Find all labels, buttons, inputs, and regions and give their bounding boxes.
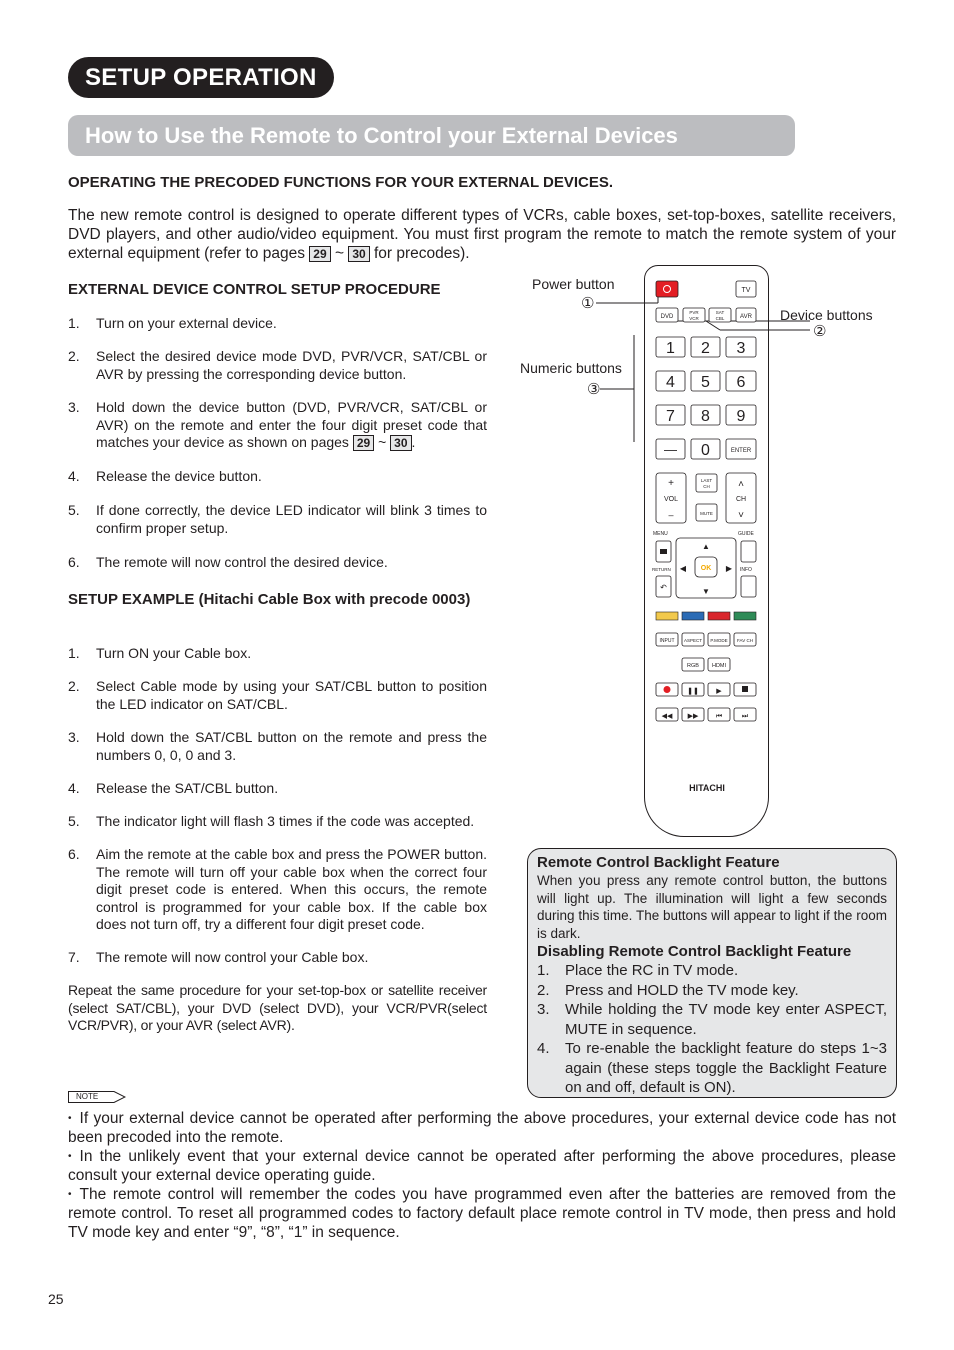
tilde: ~ (334, 245, 344, 262)
ch-label: CH (735, 496, 747, 503)
note-text: The remote control will remember the codes you have programmed even after the batteries are removed from the remote control. To reset all programmed codes to factory default place remote control in TV mode, then press and hold TV mode key and enter “9”, “8”, “1” in sequence. (68, 1186, 896, 1241)
step-text: Hold down the SAT/CBL button on the remote and press the numbers 0, 0, 0 and 3. (96, 729, 487, 763)
menu-label: MENU (653, 531, 668, 537)
rewind-icon: ◀◀ (661, 713, 673, 720)
down-arrow-icon: ▼ (702, 587, 710, 596)
last-ch-button[interactable] (696, 474, 717, 492)
example-heading: SETUP EXAMPLE (Hitachi Cable Box with precode 0003) (68, 591, 471, 608)
list-item (68, 1147, 896, 1185)
note-tag-label: NOTE (76, 1092, 99, 1101)
step-number: 6. (68, 846, 80, 862)
vol-minus-icon: – (668, 510, 674, 520)
left-arrow-icon: ◀ (679, 564, 687, 573)
backlight-description: When you press any remote control button, the buttons will light up. The illumination will light a few seconds during this time. The buttons will appear to light if the room is dark. (537, 873, 887, 941)
device-buttons-label: Device buttons (780, 307, 873, 323)
backlight-title: Remote Control Backlight Feature (537, 854, 780, 871)
bullet: • (68, 1151, 72, 1162)
ch-down-icon: ˅ (738, 510, 744, 521)
digit-2-label: 2 (701, 340, 710, 357)
bullet: • (68, 1189, 72, 1200)
list-item (537, 1039, 887, 1098)
list-item (68, 315, 487, 333)
list-item (68, 678, 487, 713)
record-icon (664, 686, 671, 693)
callout-2-marker: ② (813, 323, 827, 340)
list-item (68, 729, 487, 764)
list-item (537, 981, 887, 1001)
vcr-button-label: VCR (689, 316, 699, 321)
list-item (68, 502, 487, 537)
step-number: 7. (68, 949, 80, 965)
step-number: 3. (537, 1001, 550, 1018)
last-label: LAST (700, 478, 713, 483)
note-text: If your external device cannot be operated after performing the above procedures, your external device code has not been precoded into the remote. (68, 1110, 896, 1146)
step-text: The remote will now control your Cable box. (96, 949, 369, 965)
tv-button-label: TV (741, 287, 751, 294)
step-number: 6. (68, 554, 80, 570)
step-text: Turn on your external device. (96, 315, 277, 331)
up-arrow-icon: ▲ (702, 542, 710, 551)
digit-3-label: 3 (736, 340, 746, 357)
cbl-button-label: CBL (715, 316, 725, 321)
backlight-callout (527, 848, 897, 1098)
step-text: The remote will now control the desired device. (96, 554, 388, 570)
play-icon: ▶ (716, 688, 722, 695)
page-ref-29: 29 (309, 246, 330, 262)
step-number: 3. (68, 729, 80, 745)
guide-label: GUIDE (738, 531, 754, 537)
step-text: Turn ON your Cable box. (96, 645, 252, 661)
list-item (68, 1185, 896, 1242)
vol-plus-icon: + (668, 478, 674, 489)
repeat-paragraph: Repeat the same procedure for your set-top-box or satellite receiver (select SAT/CBL), your DVD (select DVD), your VCR/PVR(select VCR/PVR), or your AVR (select AVR). (68, 982, 487, 1033)
step-number: 4. (537, 1040, 550, 1057)
enter-label: ENTER (730, 448, 752, 454)
rgb-label: RGB (687, 663, 699, 669)
green-key[interactable] (734, 612, 756, 620)
guide-button[interactable] (741, 541, 756, 562)
step-text: If done correctly, the device LED indicator will blink 3 times to confirm proper setup. (96, 502, 487, 536)
step-number: 2. (68, 678, 80, 694)
step-number: 2. (537, 981, 550, 999)
bullet: • (68, 1113, 72, 1124)
callout-3-marker: ③ (587, 381, 601, 398)
step-text: The indicator light will flash 3 times if the code was accepted. (96, 813, 475, 829)
info-label: INFO (740, 567, 752, 573)
step-text: While holding the TV mode key enter ASPECT, MUTE in sequence. (565, 1001, 887, 1038)
step-number: 1. (68, 315, 80, 331)
procedure-list (68, 315, 487, 575)
ok-label: OK (700, 565, 712, 572)
step-number: 5. (68, 813, 80, 829)
numeric-buttons-label: Numeric buttons (520, 360, 622, 376)
step-text: Release the device button. (96, 468, 262, 484)
pause-icon: ❚❚ (687, 688, 699, 695)
right-arrow-icon: ▶ (725, 564, 733, 573)
note-tag (68, 1091, 126, 1103)
list-item (68, 554, 487, 572)
pmode-label: P.MODE (710, 638, 728, 643)
step-text-main: Hold down the device button (DVD, PVR/VCR, SAT/CBL or AVR) on the remote and enter the four digit preset code that matches your device as shown on pages (96, 399, 487, 450)
digit-5-label: 5 (701, 374, 710, 391)
list-item (68, 645, 487, 663)
digit-9-label: 9 (736, 408, 746, 425)
page-ref-30: 30 (390, 435, 411, 451)
disable-backlight-title: Disabling Remote Control Backlight Feature (537, 943, 852, 960)
page-number: 25 (48, 1291, 64, 1307)
power-button-label: Power button (532, 276, 615, 292)
note-text: In the unlikely event that your external device cannot be operated after performing the above procedures, please consult your external device operating guide. (68, 1148, 896, 1184)
ch-small-label: CH (703, 484, 710, 489)
vol-label: VOL (663, 496, 679, 503)
step-text: Select the desired device mode DVD, PVR/VCR, SAT/CBL or AVR by pressing the corresponding device button. (96, 348, 487, 382)
section-title: SETUP OPERATION (68, 57, 334, 98)
aspect-label: ASPECT (683, 638, 703, 643)
list-item (537, 1000, 887, 1039)
digit-6-label: 6 (736, 374, 746, 391)
digit-1-label: 1 (666, 340, 675, 357)
list-item (68, 949, 487, 967)
digit-7-label: 7 (666, 408, 675, 425)
fast-forward-icon: ▶▶ (687, 713, 699, 720)
brand-logo: HITACHI (689, 783, 725, 793)
step-number: 3. (68, 399, 80, 415)
info-button[interactable] (741, 576, 756, 597)
step-text: To re-enable the backlight feature do steps 1~3 again (these steps toggle the Backlight Feature on and off, default is ON). (565, 1040, 887, 1096)
power-button[interactable] (656, 281, 678, 297)
intro-text-end: for precodes). (373, 245, 470, 262)
list-item (68, 399, 487, 452)
step-text: Release the SAT/CBL button. (96, 780, 279, 796)
dash-label: — (664, 442, 677, 457)
list-item (68, 1109, 896, 1147)
intro-heading: OPERATING THE PRECODED FUNCTIONS FOR YOUR EXTERNAL DEVICES. (68, 174, 614, 191)
list-item (68, 846, 487, 934)
list-item (68, 348, 487, 383)
remote-control (644, 265, 769, 837)
page-ref-29: 29 (353, 435, 374, 451)
step-number: 5. (68, 502, 80, 518)
step-text: Aim the remote at the cable box and press the POWER button. The remote will turn off your cable box when the correct four digit preset code is entered. When this occurs, the remote control is programmed for your cable box. If the cable box does not turn off, try a different four digit preset code. (96, 846, 487, 932)
remote-body-drawing (645, 266, 768, 836)
return-label: RETURN (652, 567, 671, 572)
hdmi-label: HDMI (711, 663, 727, 669)
numeric-keypad (656, 337, 756, 459)
period: . (411, 434, 416, 450)
step-number: 1. (68, 645, 80, 661)
blue-key[interactable] (682, 612, 704, 620)
step-number: 4. (68, 468, 80, 484)
avr-button-label: AVR (740, 314, 752, 320)
step-text: Place the RC in TV mode. (565, 962, 739, 979)
yellow-key[interactable] (656, 612, 678, 620)
return-icon: ↶ (660, 583, 667, 592)
step-text: Press and HOLD the TV mode key. (565, 981, 799, 999)
stop-icon (742, 686, 748, 692)
example-list (68, 645, 487, 975)
tilde: ~ (378, 434, 387, 450)
digit-4-label: 4 (666, 374, 675, 391)
skip-forward-icon: ⏭ (741, 713, 749, 720)
callout-1-marker: ① (581, 295, 595, 312)
disable-steps-list (537, 961, 887, 1098)
list-item (68, 468, 487, 486)
step-number: 2. (68, 348, 80, 364)
sat-button-label: SAT (715, 310, 725, 315)
notes-list (68, 1109, 896, 1242)
intro-paragraph (68, 206, 896, 263)
pvr-button-label: PVR (689, 310, 699, 315)
skip-back-icon: ⏮ (715, 713, 723, 720)
mute-label: MUTE (700, 511, 713, 516)
dvd-button-label: DVD (660, 314, 674, 320)
menu-icon (660, 549, 667, 554)
intro-text: The new remote control is designed to operate different types of VCRs, cable boxes, set-top-boxes, satellite receivers, DVD players, and other audio/video equipment. You must first program the remote to match the remote system of your external equipment (refer to pages (68, 207, 896, 262)
list-item (68, 813, 487, 831)
procedure-heading: EXTERNAL DEVICE CONTROL SETUP PROCEDURE (68, 281, 441, 298)
input-label: INPUT (659, 638, 675, 644)
page-ref-30: 30 (348, 246, 369, 262)
digit-0-label: 0 (701, 442, 710, 459)
red-key[interactable] (708, 612, 730, 620)
page-heading: How to Use the Remote to Control your External Devices (68, 115, 795, 156)
step-text (96, 399, 487, 452)
step-number: 4. (68, 780, 80, 796)
ch-up-icon: ˄ (738, 479, 744, 490)
list-item (537, 961, 887, 981)
digit-8-label: 8 (701, 408, 710, 425)
step-text: Select Cable mode by using your SAT/CBL button to position the LED indicator on SAT/CBL. (96, 678, 487, 712)
favch-label: FAV CH (737, 638, 753, 643)
step-number: 1. (537, 962, 550, 979)
list-item (68, 780, 487, 798)
